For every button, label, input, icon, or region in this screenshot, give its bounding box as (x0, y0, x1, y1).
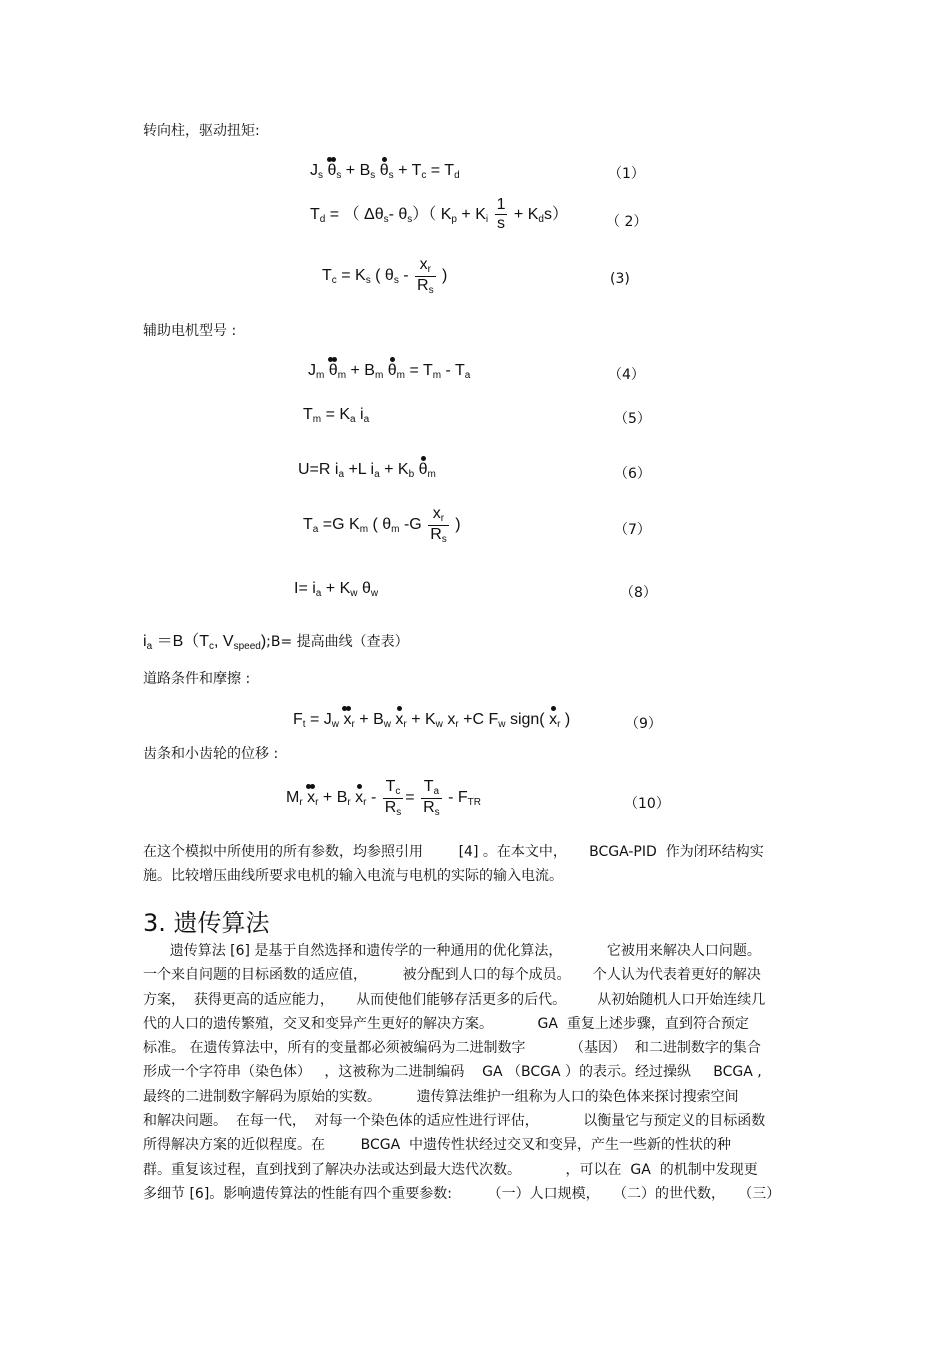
paragraph-line: 所得解决方案的近似程度。在 BCGA 中遗传性状经过交叉和变异，产生一些新的性状的种 (143, 1137, 732, 1154)
genetic-algorithm-paragraph (143, 939, 803, 1206)
current-equation-note: ;B= 提高曲线（查表） (266, 634, 409, 650)
assist-motor-label: 辅助电机型号 : (143, 323, 237, 339)
equation-number-7: （7） (614, 522, 651, 538)
equation-8: $I= i_a + K_w$ $\theta_w$ (294, 580, 379, 599)
equation-7: $T_a =G$ $K_m$ ( $\theta_m$ -G $\frac{x_r}{R_s}$ ) (303, 505, 461, 545)
paragraph-line: 标准。 在遗传算法中，所有的变量都必须被编码为二进制数字 （基因） 和二进制数字的集合 (143, 1040, 761, 1057)
equation-9: $F_t = J_w$ $x_r + B_w$ $x_r + K_w$ $x_r +C$ $F_w$ sign( $x_r$ ) (293, 711, 571, 730)
equation-number-3: (3) (610, 271, 630, 287)
section-heading: 3. 遗传算法 (143, 909, 270, 937)
equation-number-5: （5） (614, 411, 651, 427)
paragraph-line: 和解决问题。 在每一代， 对每一个染色体的适应性进行评估， 以衡量它与预定义的目标函数 (143, 1113, 766, 1130)
current-equation-line: $i_a =B(T_c$, $V_{speed});B=$ 提高曲线（查表） (143, 633, 409, 652)
paragraph-line: 代的人口的遗传繁殖，交叉和变异产生更好的解决方案。 GA 重复上述步骤，直到符合预定 (143, 1015, 749, 1032)
equation-number-9: （9） (625, 716, 662, 732)
paragraph-line: 一个来自问题的目标函数的适应值， 被分配到人口的每个成员。 个人认为代表着更好的解决 (143, 967, 761, 984)
parameters-paragraph (143, 840, 803, 889)
paragraph-line: 方案， 获得更高的适应能力， 从而使他们能够存活更多的后代。 从初始随机人口开始连续几 (143, 991, 766, 1008)
equation-3: $T_c = K_s$ ( $\theta_s$ - $\frac{x_r}{R_s}$ ) (322, 256, 448, 296)
equation-6: U=R $i_a +L$ $i_a + K_b$ $\theta_m$ (298, 461, 436, 480)
equation-5: $T_m = K_a$ $i_a$ (303, 406, 370, 425)
equation-number-2: （ 2） (606, 214, 648, 230)
paragraph-line: 多细节 [6]。影响遗传算法的性能有四个重要参数: （一）人口规模， （二）的世代数， （三） (143, 1185, 781, 1202)
equation-number-4: （4） (608, 367, 645, 383)
paragraph-line: 群。重复该过程，直到找到了解决办法或达到最大迭代次数。 ，可以在 GA 的机制中发现更 (143, 1161, 758, 1178)
equation-4: $J_m$ $\theta_m + B_m$ $\theta_m = T_m - T_a$ (308, 362, 471, 381)
road-friction-label: 道路条件和摩擦 : (143, 671, 251, 687)
paragraph-line: 形成一个字符串（染色体） ，这被称为二进制编码 GA （BCGA ）的表示。经过操纵 BCGA , (143, 1064, 762, 1081)
equation-number-1: （1） (608, 166, 645, 182)
steering-column-label: 转向柱，驱动扭矩: (143, 123, 260, 139)
equation-10: $M_r$ $x_r + B_r$ $x_r$ - $\frac{T_c}{R_s}$ = $\frac{T_a}{R_s}$ - $F_{TR}$ (286, 778, 481, 818)
equation-2: $T_d$ = （ $\Delta\theta_s-$ $\theta_s$）（ $K_p + K_i$ $\frac{1}{s}$ + $K_ds$） (310, 196, 568, 233)
rack-pinion-label: 齿条和小齿轮的位移 : (143, 746, 279, 762)
paragraph-line: 施。比较增压曲线所要求电机的输入电流与电机的实际的输入电流。 (143, 868, 563, 885)
equation-number-10: （10） (624, 796, 670, 812)
paragraph-line: 最终的二进制数字解码为原始的实数。 遗传算法维护一组称为人口的染色体来探讨搜索空间 (143, 1088, 739, 1105)
equation-number-8: （8） (620, 585, 657, 601)
paragraph-line: 遗传算法 [6] 是基于自然选择和遗传学的一种通用的优化算法， 它被用来解决人口问题。 (143, 943, 761, 959)
equation-1: $J_s$ $\theta_s + B_s$ $\theta_s + T_c = T_d$ (310, 162, 460, 181)
equation-number-6: （6） (614, 466, 651, 482)
paragraph-line: 在这个模拟中所使用的所有参数，均参照引用 [4] 。在本文中， BCGA-PID 作为闭环结构实 (143, 844, 764, 860)
